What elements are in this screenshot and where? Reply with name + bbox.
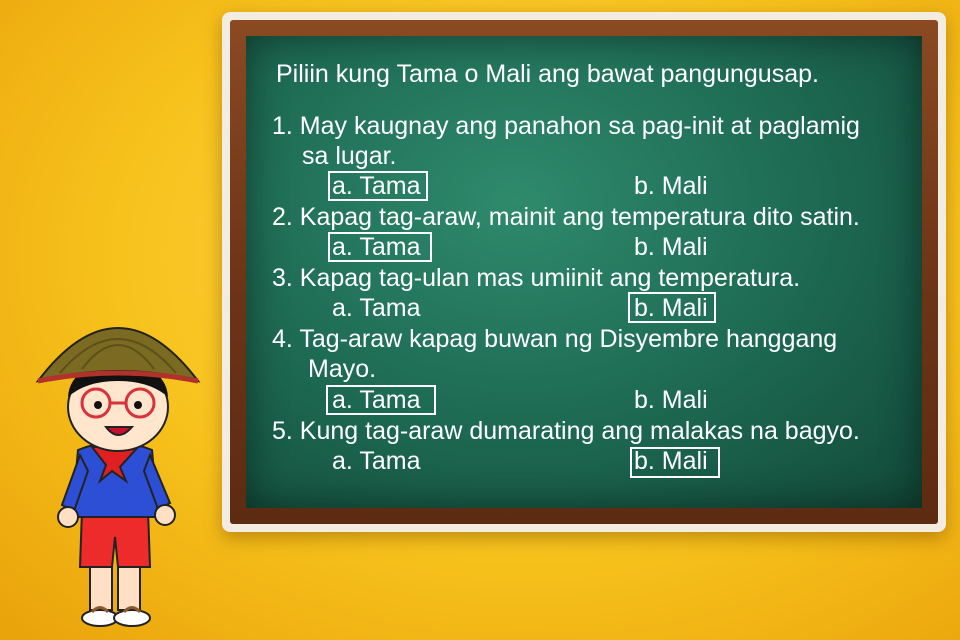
boy-right-hand — [155, 505, 175, 525]
question-4-text: 4. Tag-araw kapag buwan ng Disyembre hanggang — [272, 325, 838, 353]
question-1-text-cont: sa lugar. — [302, 142, 397, 170]
question-2-text: 2. Kapag tag-araw, mainit ang temperatura dito satin. — [272, 203, 860, 231]
cartoon-boy-illustration — [0, 285, 230, 640]
boy-shorts — [80, 510, 150, 567]
question-5-option-b[interactable]: b. Mali — [634, 447, 708, 475]
question-5-option-a[interactable]: a. Tama — [332, 447, 421, 475]
question-3-text: 3. Kapag tag-ulan mas umiinit ang temperatura. — [272, 264, 801, 292]
question-4-text-cont: Mayo. — [308, 355, 377, 383]
question-3-answer-box — [628, 292, 716, 323]
question-1-text: 1. May kaugnay ang panahon sa pag-init at paglamig — [272, 112, 860, 140]
question-5-answer-box — [630, 447, 720, 478]
question-4-answer-box — [326, 385, 436, 415]
question-1-option-a[interactable]: a. Tama — [332, 172, 421, 200]
question-4-option-a[interactable]: a. Tama — [332, 386, 421, 414]
question-5-text: 5. Kung tag-araw dumarating ang malakas na bagyo. — [272, 417, 860, 445]
boy-right-sandal — [114, 610, 150, 626]
question-2-answer-box — [328, 232, 432, 262]
question-1-answer-box — [328, 171, 428, 201]
question-1-option-b[interactable]: b. Mali — [634, 172, 708, 200]
question-3-option-a[interactable]: a. Tama — [332, 294, 421, 322]
quiz-title: Piliin kung Tama o Mali ang bawat pangungusap. — [276, 60, 819, 88]
question-2-option-a[interactable]: a. Tama — [332, 233, 421, 261]
question-3-option-b[interactable]: b. Mali — [634, 294, 708, 322]
question-2-option-b[interactable]: b. Mali — [634, 233, 708, 261]
boy-left-sandal — [82, 610, 118, 626]
question-4-option-b[interactable]: b. Mali — [634, 386, 708, 414]
boy-left-hand — [58, 507, 78, 527]
